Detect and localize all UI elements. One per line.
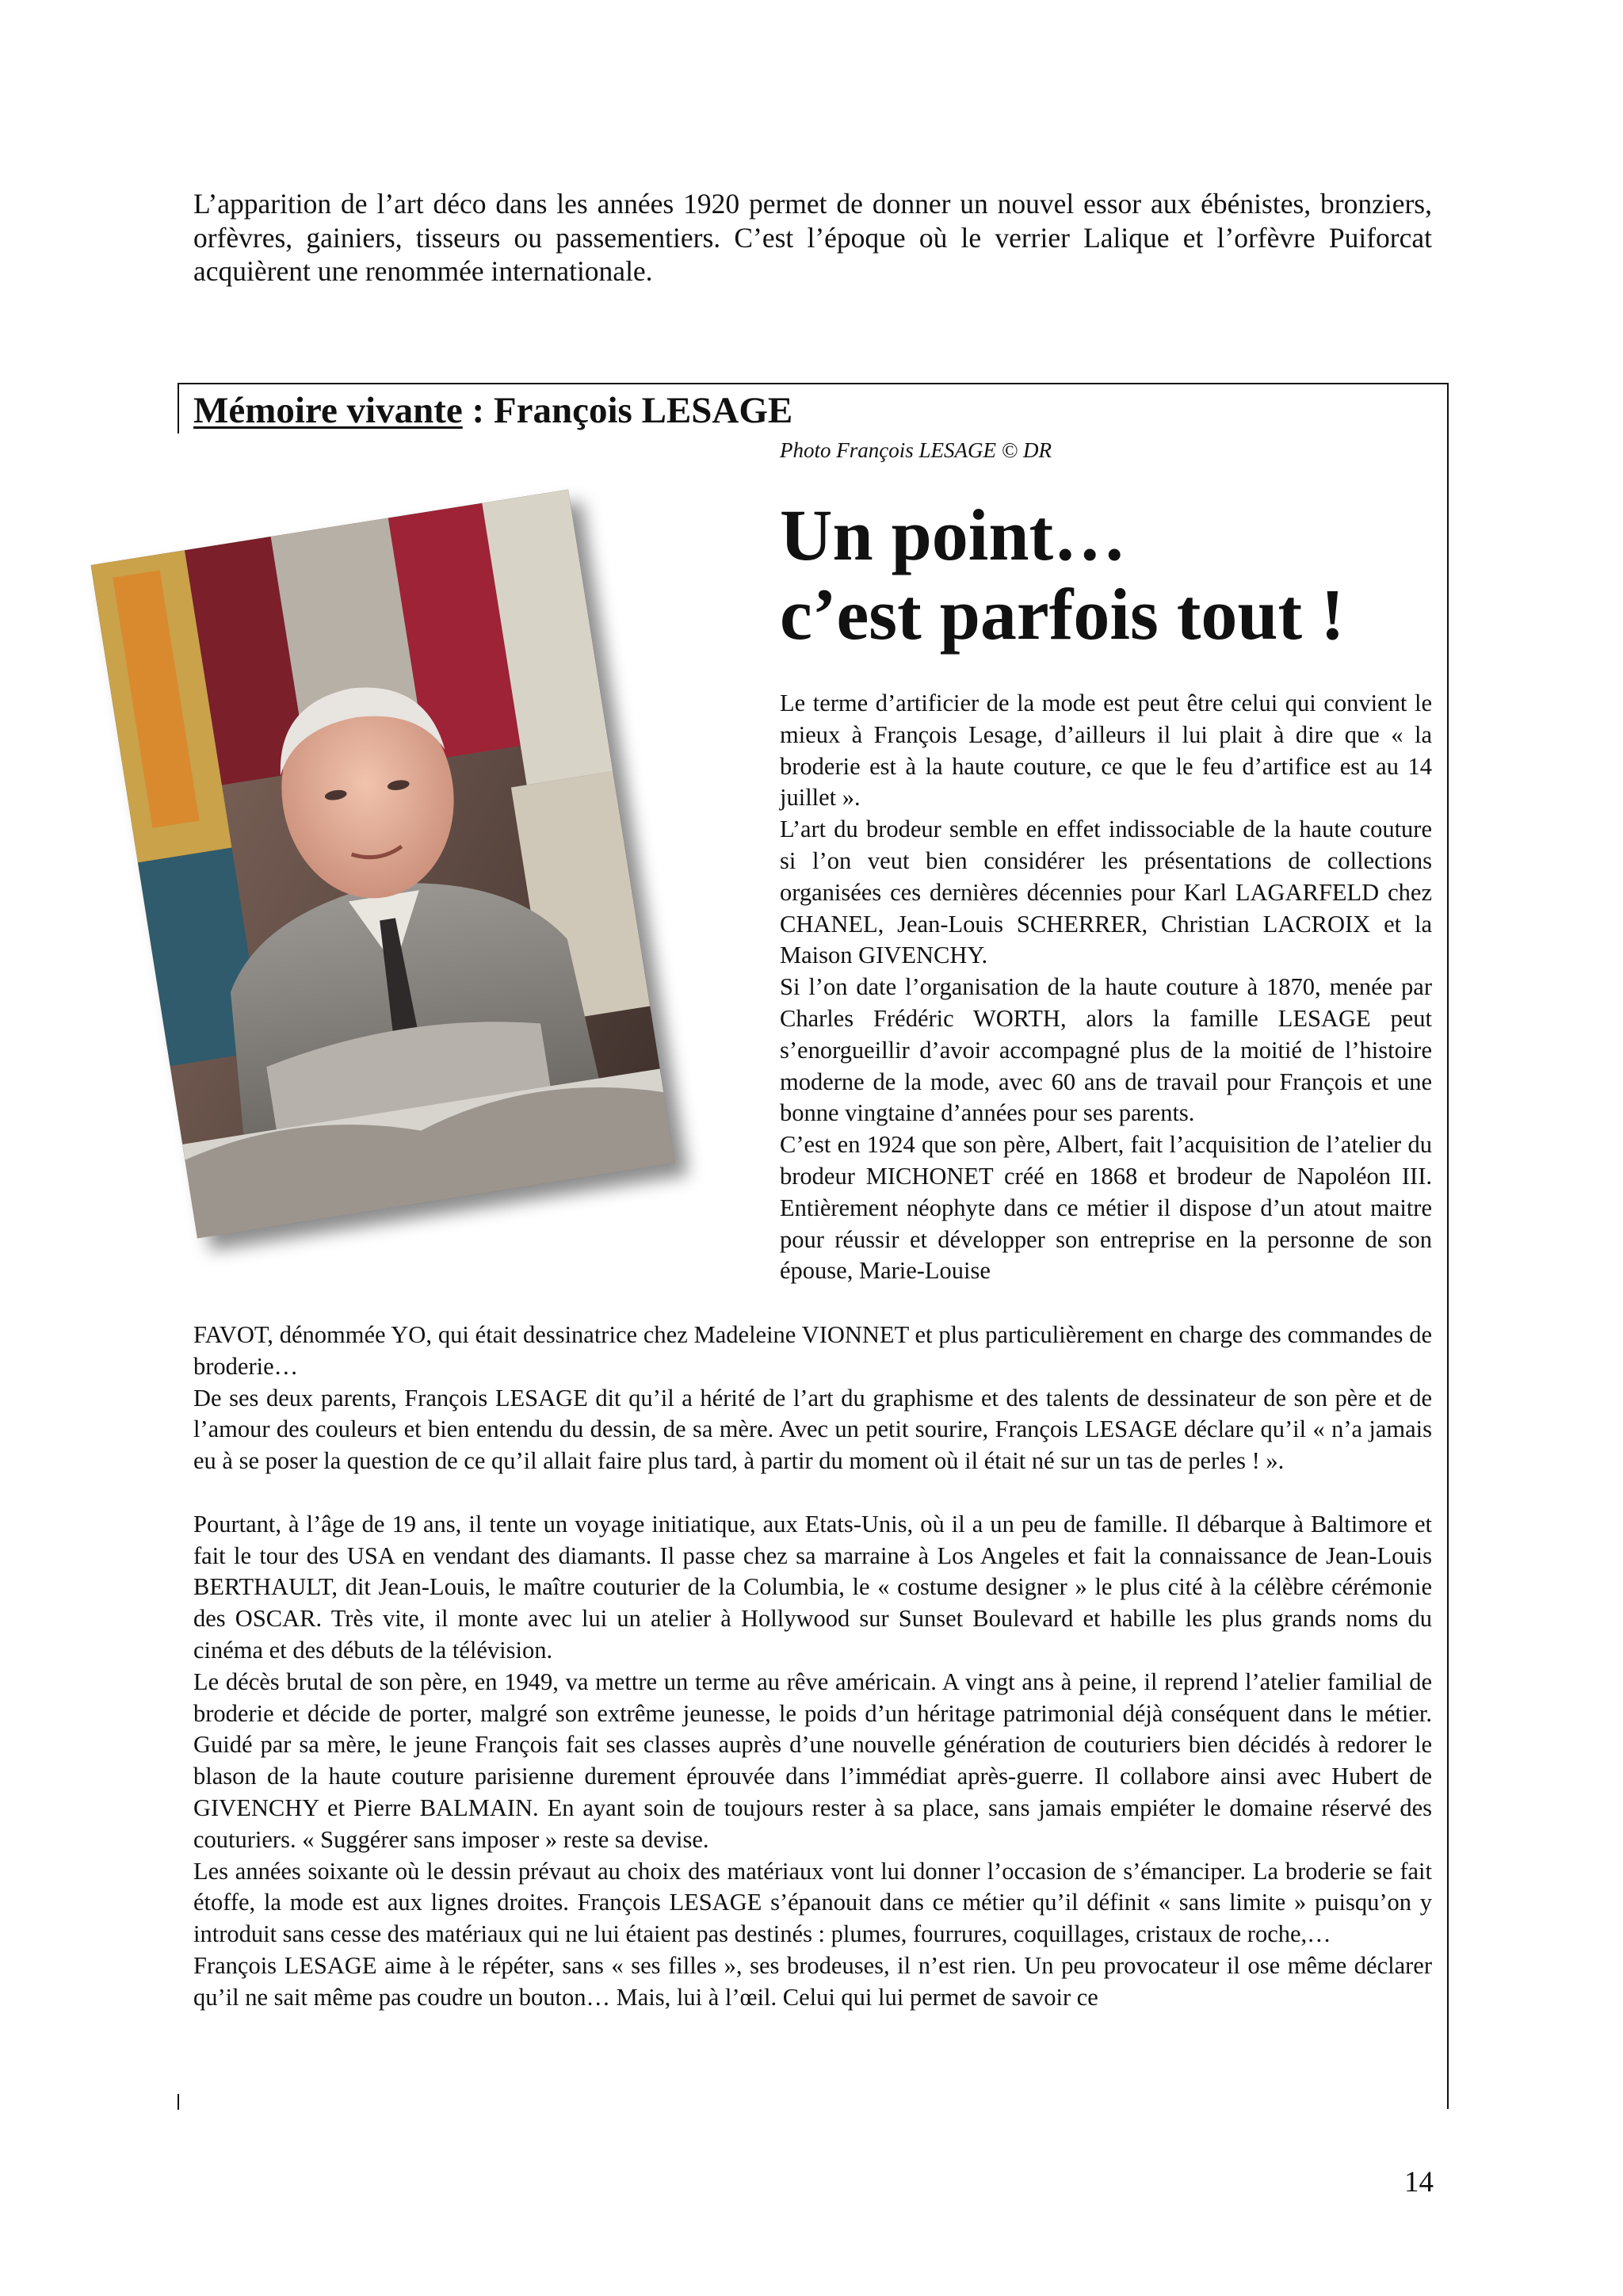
body-paragraph: Le décès brutal de son père, en 1949, va mettre un terme au rêve américain. A vingt ans à peine, il reprend l’atelier familial de broderie et décide de porter, malgré son extrême jeunesse, le poids d’un héritage patrimonial déjà conséquent dans le métier. Guidé par sa mère, le jeune François fait ses classes auprès d’une nouvelle génération de couturiers bien décidés à redorer le blason de la haute couture parisienne durement éprouvée dans l’immédiat après-guerre. Il collabore ainsi avec Hubert de GIVENCHY et Pierre BALMAIN. En ayant soin de toujours rester à sa place, sans jamais empiéter le domaine réservé des couturiers. « Suggérer sans imposer » reste sa devise. — [193, 1668, 1432, 1853]
box-heading — [193, 388, 792, 433]
title-line-2: c’est parfois tout ! — [780, 574, 1345, 655]
body-paragraph: De ses deux parents, François LESAGE dit qu’il a hérité de l’art du graphisme et des talents de dessinateur de son père et de l’amour des couleurs et bien entendu du dessin, de sa mère. Avec un petit sourire, François LESAGE déclare qu’il « n’a jamais eu à se poser la question de ce qu’il allait faire plus tard, à partir du moment où il était né sur un tas de perles ! ». — [193, 1384, 1432, 1475]
box-border-left-bottom — [178, 2094, 179, 2110]
body-paragraph: FAVOT, dénommée YO, qui était dessinatrice chez Madeleine VIONNET et plus particulièrement en charge des commandes de broderie… — [193, 1321, 1432, 1380]
body-paragraph: Pourtant, à l’âge de 19 ans, il tente un voyage initiatique, aux Etats-Unis, où il a un peu de famille. Il débarque à Baltimore et fait le tour des USA en vendant des diamants. Il passe chez sa marraine à Los Angeles et fait la connaissance de Jean-Louis BERTHAULT, dit Jean-Louis, le maître couturier de la Columbia, le « costume designer » le plus cité à la célèbre cérémonie des OSCAR. Très vite, il monte avec lui un atelier à Hollywood sur Sunset Boulevard et habille les plus grands noms du cinéma et des débuts de la télévision. — [193, 1510, 1432, 1664]
right-column-text — [780, 688, 1432, 1287]
column-paragraph: Si l’on date l’organisation de la haute couture à 1870, menée par Charles Frédéric WORTH, alors la famille LESAGE peut s’enorgueillir d’avoir accompagné plus de la moitié de l’histoire moderne de la mode, avec 60 ans de travail pour François et une bonne vingtaine d’années pour ses parents. — [780, 973, 1432, 1127]
body-paragraph: François LESAGE aime à le répéter, sans « ses filles », ses brodeuses, il n’est rien. Un peu provocateur il ose même déclarer qu’il ne sait même pas coudre un bouton… Mais, lui à l’œil. Celui qui lui permet de savoir ce — [193, 1951, 1432, 2011]
photo-caption: Photo François LESAGE © DR — [780, 438, 1052, 462]
heading-underlined: Mémoire vivante — [193, 390, 463, 431]
column-paragraph: L’art du brodeur semble en effet indissociable de la haute couture si l’on veut bien considérer les présentations de collections organisées ces dernières décennies pour Karl LAGARFELD chez CHANEL, Jean-Louis SCHERRER, Christian LACROIX et la Maison GIVENCHY. — [780, 816, 1432, 969]
box-border-left-top — [178, 383, 179, 434]
intro-paragraph: L’apparition de l’art déco dans les années 1920 permet de donner un nouvel essor aux ébénistes, bronziers, orfèvres, gainiers, tisseurs ou passementiers. C’est l’époque où le verrier Lalique et l’orfèvre Puiforcat acquièrent une renommée internationale. — [193, 188, 1432, 287]
box-border-top — [178, 383, 1449, 384]
article-title — [780, 495, 1345, 654]
title-line-1: Un point… — [780, 495, 1127, 575]
column-paragraph: C’est en 1924 que son père, Albert, fait l’acquisition de l’atelier du brodeur MICHONET créé en 1868 et brodeur de Napoléon III. Entièrement néophyte dans ce métier il dispose d’un atout maitre pour réussir et développer son entreprise en la personne de son épouse, Marie-Louise — [780, 1131, 1432, 1285]
box-border-right — [1447, 383, 1449, 2109]
heading-rest: : François LESAGE — [462, 390, 793, 431]
paragraph-gap — [193, 1477, 1432, 1509]
portrait-photo — [90, 490, 674, 1239]
page-number: 14 — [1404, 2166, 1434, 2199]
body-paragraph: Les années soixante où le dessin prévaut au choix des matériaux vont lui donner l’occasion de s’émanciper. La broderie se fait étoffe, la mode est aux lignes droites. François LESAGE s’épanouit dans ce métier qu’il définit « sans limite » puisqu’on y introduit sans cesse des matériaux qui ne lui étaient pas destinés : plumes, fourrures, coquillages, cristaux de roche,… — [193, 1857, 1432, 1948]
portrait-illustration — [90, 490, 674, 1239]
column-paragraph: Le terme d’artificier de la mode est peut être celui qui convient le mieux à François Lesage, d’ailleurs il lui plait à dire que « la broderie est à la haute couture, ce que le feu d’artifice est au 14 juillet ». — [780, 690, 1432, 812]
full-width-text — [193, 1320, 1432, 2014]
